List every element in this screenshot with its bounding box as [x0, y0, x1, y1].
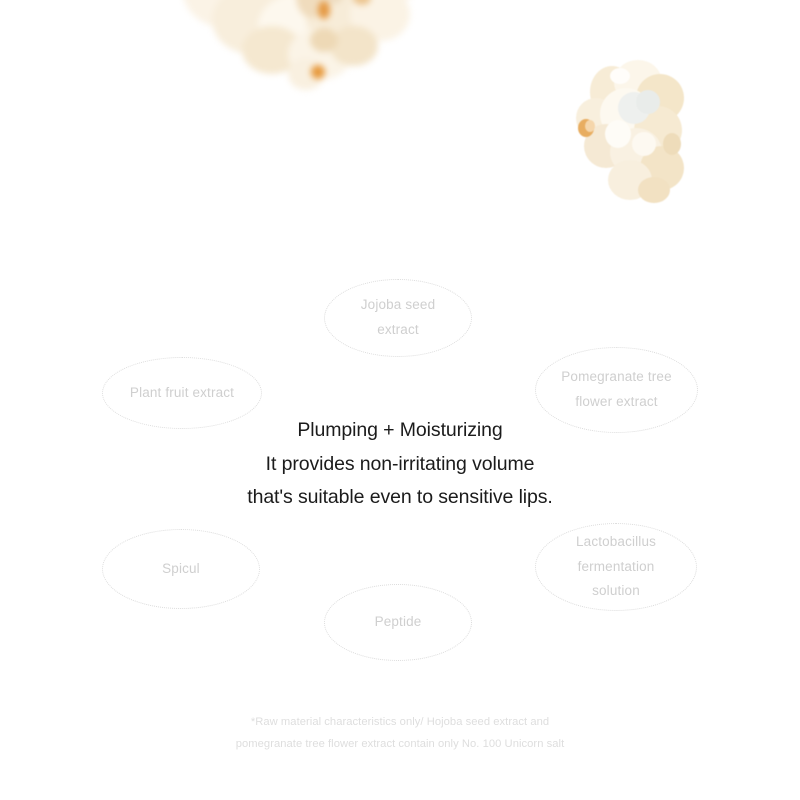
- ingredient-bubble-lactobacillus: [535, 523, 697, 611]
- benefit-subline-2: that's suitable even to sensitive lips.: [247, 486, 553, 509]
- popcorn-kernel-image: [560, 52, 706, 204]
- benefit-subline-1: It provides non-irritating volume: [265, 452, 535, 475]
- ingredient-label-line: Jojoba seed: [360, 297, 436, 313]
- ingredient-label-line: fermentation: [577, 558, 655, 574]
- hero-image-area: [0, 0, 800, 230]
- center-benefit-copy: [205, 414, 595, 515]
- ingredient-label-line: Spicul: [162, 560, 200, 576]
- footnote-line-1: *Raw material characteristics only/ Hojoba seed extract and: [250, 716, 550, 728]
- blurred-popcorn-cluster-image: [148, 0, 434, 110]
- footnote-disclaimer: [0, 712, 800, 756]
- ingredient-label-line: Plant fruit extract: [129, 384, 235, 400]
- popcorn-kernel-icon: [560, 52, 706, 204]
- footnote-line-2: pomegranate tree flower extract contain only No. 100 Unicorn salt: [235, 737, 565, 750]
- benefit-headline: Plumping + Moisturizing: [297, 419, 503, 441]
- popcorn-cluster-icon: [148, 0, 434, 110]
- ingredient-label-line: solution: [592, 583, 640, 599]
- ingredient-label-line: Peptide: [374, 614, 422, 630]
- ingredient-label-line: flower extract: [575, 394, 658, 409]
- ingredient-label-line: Lactobacillus: [576, 533, 656, 549]
- ingredient-bubble-jojoba: [324, 279, 472, 357]
- ingredient-label-line: extract: [377, 322, 419, 337]
- ingredient-bubble-peptide: [324, 584, 472, 661]
- ingredient-bubble-spicul: [102, 529, 260, 609]
- ingredient-label-line: Pomegranate tree: [561, 369, 672, 385]
- ingredient-ring-diagram: [95, 268, 705, 668]
